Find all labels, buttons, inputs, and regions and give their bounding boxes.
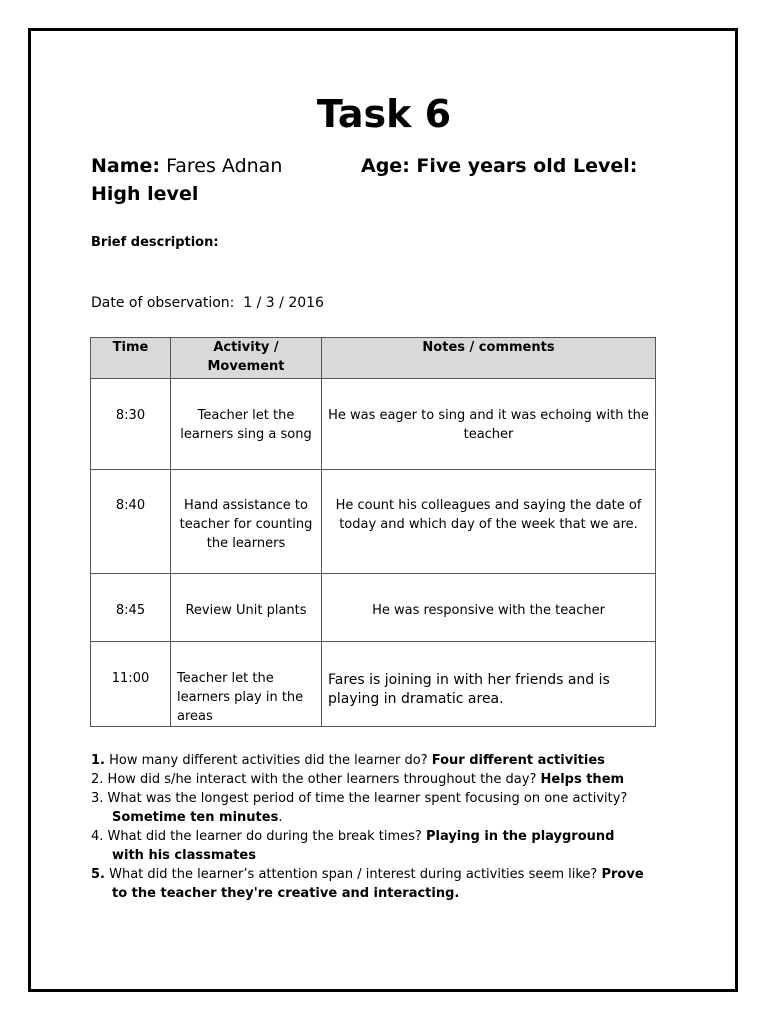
cell-notes: He count his colleagues and saying the date of today and which day of the week that we are. [322, 470, 656, 574]
question-number: 4. [91, 829, 104, 844]
date-value: 1 / 3 / 2016 [243, 295, 324, 311]
cell-activity: Teacher let the learners sing a song [171, 379, 322, 470]
cell-notes: Fares is joining in with her friends and is playing in dramatic area. [322, 642, 656, 727]
question-5-answer-line [91, 884, 691, 903]
question-5 [91, 865, 691, 884]
question-3-answer-line [91, 808, 691, 827]
question-number: 3. [91, 791, 104, 806]
table-header-row [91, 338, 656, 379]
question-text: What did the learner’s attention span / interest during activities seem like? [109, 867, 598, 882]
page-title: Task 6 [316, 92, 452, 136]
cell-activity: Review Unit plants [171, 574, 322, 642]
brief-description-label: Brief description: [91, 235, 219, 250]
question-number: 2. [91, 772, 104, 787]
question-1 [91, 751, 691, 770]
question-answer: Sometime ten minutes [112, 810, 279, 825]
age-level-line [361, 152, 637, 180]
cell-time: 8:30 [91, 379, 171, 470]
header-time: Time [91, 338, 171, 379]
questions-list [91, 751, 691, 903]
header-activity: Activity / Movement [171, 338, 322, 379]
question-answer-continued: to the teacher they're creative and interacting. [112, 886, 460, 901]
question-answer: Playing in the playground [425, 829, 615, 844]
cell-notes: He was responsive with the teacher [322, 574, 656, 642]
answer-suffix: . [278, 810, 283, 825]
question-number: 5. [91, 867, 105, 882]
cell-time: 11:00 [91, 642, 171, 727]
question-3 [91, 789, 691, 808]
header-notes: Notes / comments [322, 338, 656, 379]
level-value: High level [91, 183, 199, 205]
question-text: How many different activities did the learner do? [109, 753, 428, 768]
cell-activity: Hand assistance to teacher for counting the learners [171, 470, 322, 574]
table-row [91, 379, 656, 470]
cell-time: 8:45 [91, 574, 171, 642]
observation-table [90, 337, 656, 727]
question-text: What was the longest period of time the learner spent focusing on one activity? [107, 791, 628, 806]
name-label: Name: [91, 155, 161, 177]
question-answer-continued: with his classmates [112, 848, 256, 863]
cell-notes: He was eager to sing and it was echoing with the teacher [322, 379, 656, 470]
name-value: Fares Adnan [166, 155, 283, 177]
question-number: 1. [91, 753, 105, 768]
table-row [91, 470, 656, 574]
question-text: How did s/he interact with the other learners throughout the day? [107, 772, 537, 787]
question-answer: Four different activities [431, 753, 605, 768]
cell-time: 8:40 [91, 470, 171, 574]
age-label: Age: Five years old [361, 155, 567, 177]
question-4-answer-line [91, 846, 691, 865]
level-label: Level: [572, 155, 638, 177]
date-of-observation [91, 295, 324, 311]
question-text: What did the learner do during the break times? [107, 829, 422, 844]
table-row [91, 642, 656, 727]
table-row [91, 574, 656, 642]
date-label: Date of observation: [91, 295, 235, 311]
cell-activity: Teacher let the learners play in the areas [171, 642, 322, 727]
question-answer: Helps them [540, 772, 625, 787]
question-2 [91, 770, 691, 789]
question-4 [91, 827, 691, 846]
question-answer: Prove [601, 867, 644, 882]
